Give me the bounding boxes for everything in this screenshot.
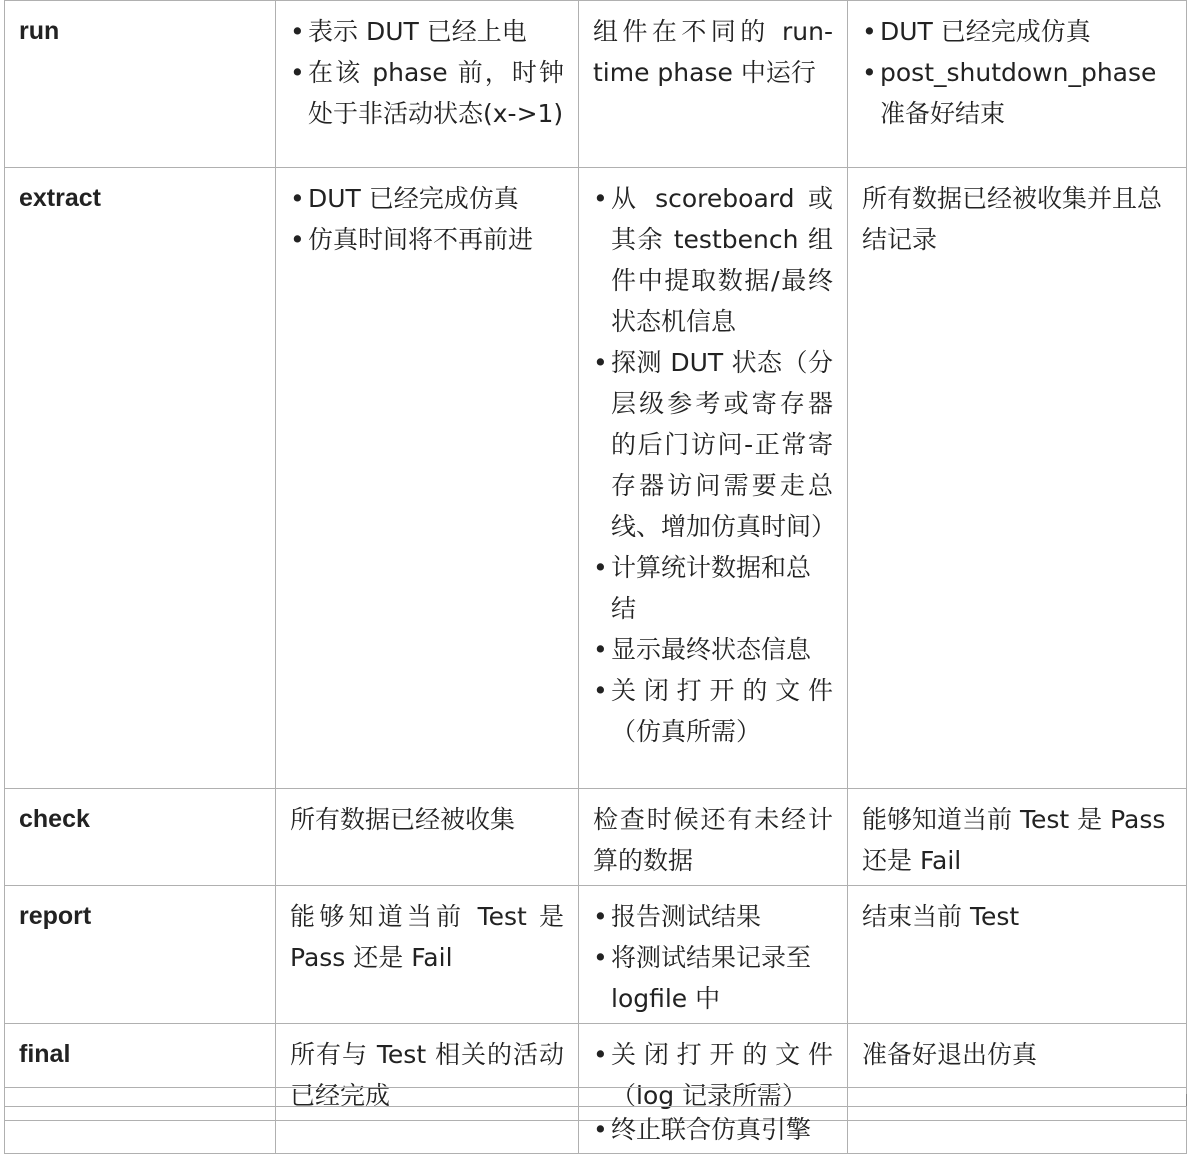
continuation-table — [4, 1106, 1187, 1154]
exit-condition-cell: 准备好退出仿真 — [848, 1024, 1187, 1121]
table-row-report — [5, 886, 1187, 1024]
empty-cell — [848, 1107, 1187, 1154]
bullet-list — [593, 896, 833, 1019]
description-cell — [579, 168, 848, 789]
entry-condition-cell: 所有与 Test 相关的活动已经完成 — [276, 1024, 579, 1121]
bullet-list — [593, 178, 837, 752]
phase-name-cell: check — [5, 789, 276, 886]
list-item: • 探测 DUT 状态（分层级参考或寄存器的后门访问-正常寄存器访问需要走总线、增加仿真时间） — [593, 342, 833, 547]
bullet-list — [862, 11, 1172, 134]
list-item: • 终止联合仿真引擎 — [593, 1109, 833, 1150]
entry-condition-cell — [276, 168, 579, 789]
list-item: • 计算统计数据和总结 — [593, 547, 833, 629]
exit-condition-cell — [848, 1, 1187, 168]
exit-condition-cell: 能够知道当前 Test 是 Pass 还是 Fail — [848, 789, 1187, 886]
description-cell: 组件在不同的 run-time phase 中运行 — [579, 1, 848, 168]
bullet-list — [290, 11, 564, 134]
list-item: • 表示 DUT 已经上电 — [290, 11, 564, 52]
list-item: • 将测试结果记录至 logfile 中 — [593, 937, 833, 1019]
phase-name-cell: extract — [5, 168, 276, 789]
list-item: • 显示最终状态信息 — [593, 629, 833, 670]
phase-name-cell: report — [5, 886, 276, 1024]
entry-condition-cell: 能够知道当前 Test 是 Pass 还是 Fail — [276, 886, 579, 1024]
list-item: • 仿真时间将不再前进 — [290, 219, 564, 260]
exit-condition-cell: 所有数据已经被收集并且总结记录 — [848, 168, 1187, 789]
phase-name-cell: final — [5, 1024, 276, 1121]
phase-name-cell: run — [5, 1, 276, 168]
entry-condition-cell: 所有数据已经被收集 — [276, 789, 579, 886]
bullet-list — [290, 178, 564, 260]
table-row-check — [5, 789, 1187, 886]
empty-cell — [5, 1107, 276, 1154]
list-item: • 从 scoreboard 或其余 testbench 组件中提取数据/最终状态机信息 — [593, 178, 833, 342]
exit-condition-cell: 结束当前 Test — [848, 886, 1187, 1024]
table-row-run — [5, 1, 1187, 168]
bullet-list — [593, 1109, 833, 1150]
uvm-phase-table — [4, 0, 1187, 1121]
table-row-extract — [5, 168, 1187, 789]
page-break-divider — [4, 1087, 1186, 1107]
list-item: • post_shutdown_phase 准备好结束 — [862, 52, 1172, 134]
list-item: • DUT 已经完成仿真 — [862, 11, 1172, 52]
list-item: • 报告测试结果 — [593, 896, 833, 937]
table-row — [5, 1107, 1187, 1154]
list-item: • 关闭打开的文件（仿真所需） — [593, 670, 833, 752]
empty-cell — [276, 1107, 579, 1154]
description-cell: 检查时候还有未经计算的数据 — [579, 789, 848, 886]
description-cell — [579, 886, 848, 1024]
description-cell — [579, 1107, 848, 1154]
list-item: • DUT 已经完成仿真 — [290, 178, 564, 219]
entry-condition-cell — [276, 1, 579, 168]
list-item: • 在该 phase 前，时钟处于非活动状态(x->1) — [290, 52, 564, 134]
list-item: • 关闭打开的文件（log 记录所需） — [593, 1034, 833, 1116]
